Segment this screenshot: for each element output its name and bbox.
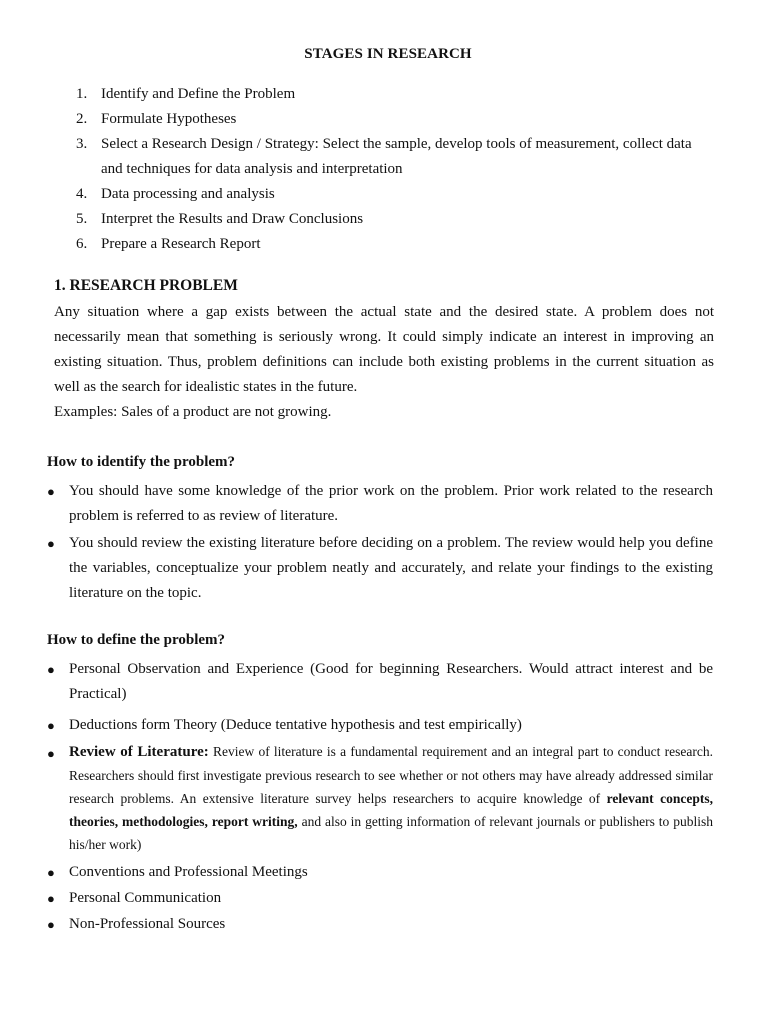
list-item bbox=[47, 479, 713, 529]
bullet-icon: ● bbox=[47, 662, 55, 677]
list-item bbox=[47, 860, 713, 885]
review-text-part2: and also in getting information of relevant journals or publishers to publish his/her work) bbox=[69, 814, 713, 852]
item-text: Personal Communication bbox=[69, 890, 222, 906]
item-text: Formulate Hypotheses bbox=[101, 111, 237, 127]
item-text-line1: Select a Research Design / Strategy: Select the sample, develop tools of measurement, collect data bbox=[101, 136, 692, 152]
item-text-line2: and techniques for data analysis and interpretation bbox=[101, 161, 403, 177]
item-number: 3. bbox=[76, 136, 88, 152]
define-heading: How to define the problem? bbox=[47, 632, 226, 648]
define-list bbox=[47, 657, 713, 937]
list-item bbox=[76, 232, 721, 257]
list-item bbox=[76, 132, 721, 182]
section-heading-research-problem: 1. RESEARCH PROBLEM bbox=[54, 277, 238, 294]
list-item bbox=[76, 107, 721, 132]
list-item bbox=[47, 912, 713, 937]
bullet-icon: ● bbox=[47, 891, 55, 906]
bullet-icon: ● bbox=[47, 718, 55, 733]
bullet-icon: ● bbox=[47, 865, 55, 880]
review-bold-part: relevant concepts, theories, methodologies, report writing, bbox=[69, 791, 713, 829]
bullet-icon: ● bbox=[47, 917, 55, 932]
research-problem-body bbox=[54, 300, 714, 425]
identify-heading: How to identify the problem? bbox=[47, 454, 236, 470]
item-text: You should have some knowledge of the prior work on the problem. Prior work related to the research problem is referred to as review of literature. bbox=[69, 483, 713, 524]
list-item bbox=[47, 740, 713, 856]
review-text-part1: Review of literature is a fundamental requirement and an integral part to conduct research. Researchers should first investigate previous research to see whether or not others may have already addressed similar research problems. An extensive literature survey helps researchers to acquire knowledge of bbox=[69, 744, 713, 806]
identify-list bbox=[47, 479, 713, 606]
list-item bbox=[76, 207, 721, 232]
list-item bbox=[47, 657, 713, 707]
bullet-icon: ● bbox=[47, 484, 55, 499]
item-text: Deductions form Theory (Deduce tentative hypothesis and test empirically) bbox=[69, 717, 522, 733]
bullet-icon: ● bbox=[47, 746, 55, 761]
review-of-literature-text bbox=[69, 740, 713, 856]
item-number: 2. bbox=[76, 111, 88, 127]
item-number: 5. bbox=[76, 211, 88, 227]
item-text: Interpret the Results and Draw Conclusions bbox=[101, 211, 364, 227]
bullet-icon: ● bbox=[47, 536, 55, 551]
item-text: Prepare a Research Report bbox=[101, 236, 261, 252]
list-item bbox=[76, 182, 721, 207]
list-item bbox=[47, 886, 713, 911]
review-label: Review of Literature: bbox=[69, 744, 209, 760]
list-item bbox=[76, 82, 721, 107]
item-text: Data processing and analysis bbox=[101, 186, 275, 202]
item-text: Personal Observation and Experience (Good for beginning Researchers. Would attract interest and be Practical) bbox=[69, 661, 713, 702]
list-item bbox=[47, 713, 713, 738]
item-number: 1. bbox=[76, 86, 88, 102]
item-number: 4. bbox=[76, 186, 88, 202]
stages-list bbox=[76, 82, 721, 257]
research-problem-paragraph: Any situation where a gap exists between the actual state and the desired state. A problem does not necessarily mean that something is seriously wrong. It could simply indicate an interest in improving an existing situation. Thus, problem definitions can include both existing problems in the current situation as well as the search for idealistic states in the future. bbox=[54, 304, 714, 395]
item-text bbox=[101, 132, 721, 182]
item-text: You should review the existing literature before deciding on a problem. The review would help you define the variables, conceptualize your problem neatly and accurately, and relate your findings to the existing literature on the topic. bbox=[69, 535, 713, 601]
item-number: 6. bbox=[76, 236, 88, 252]
item-text: Conventions and Professional Meetings bbox=[69, 864, 308, 880]
item-text: Non-Professional Sources bbox=[69, 916, 226, 932]
list-item bbox=[47, 531, 713, 606]
examples-line: Examples: Sales of a product are not growing. bbox=[54, 404, 332, 420]
item-text: Identify and Define the Problem bbox=[101, 86, 296, 102]
page-title: STAGES IN RESEARCH bbox=[304, 46, 472, 62]
